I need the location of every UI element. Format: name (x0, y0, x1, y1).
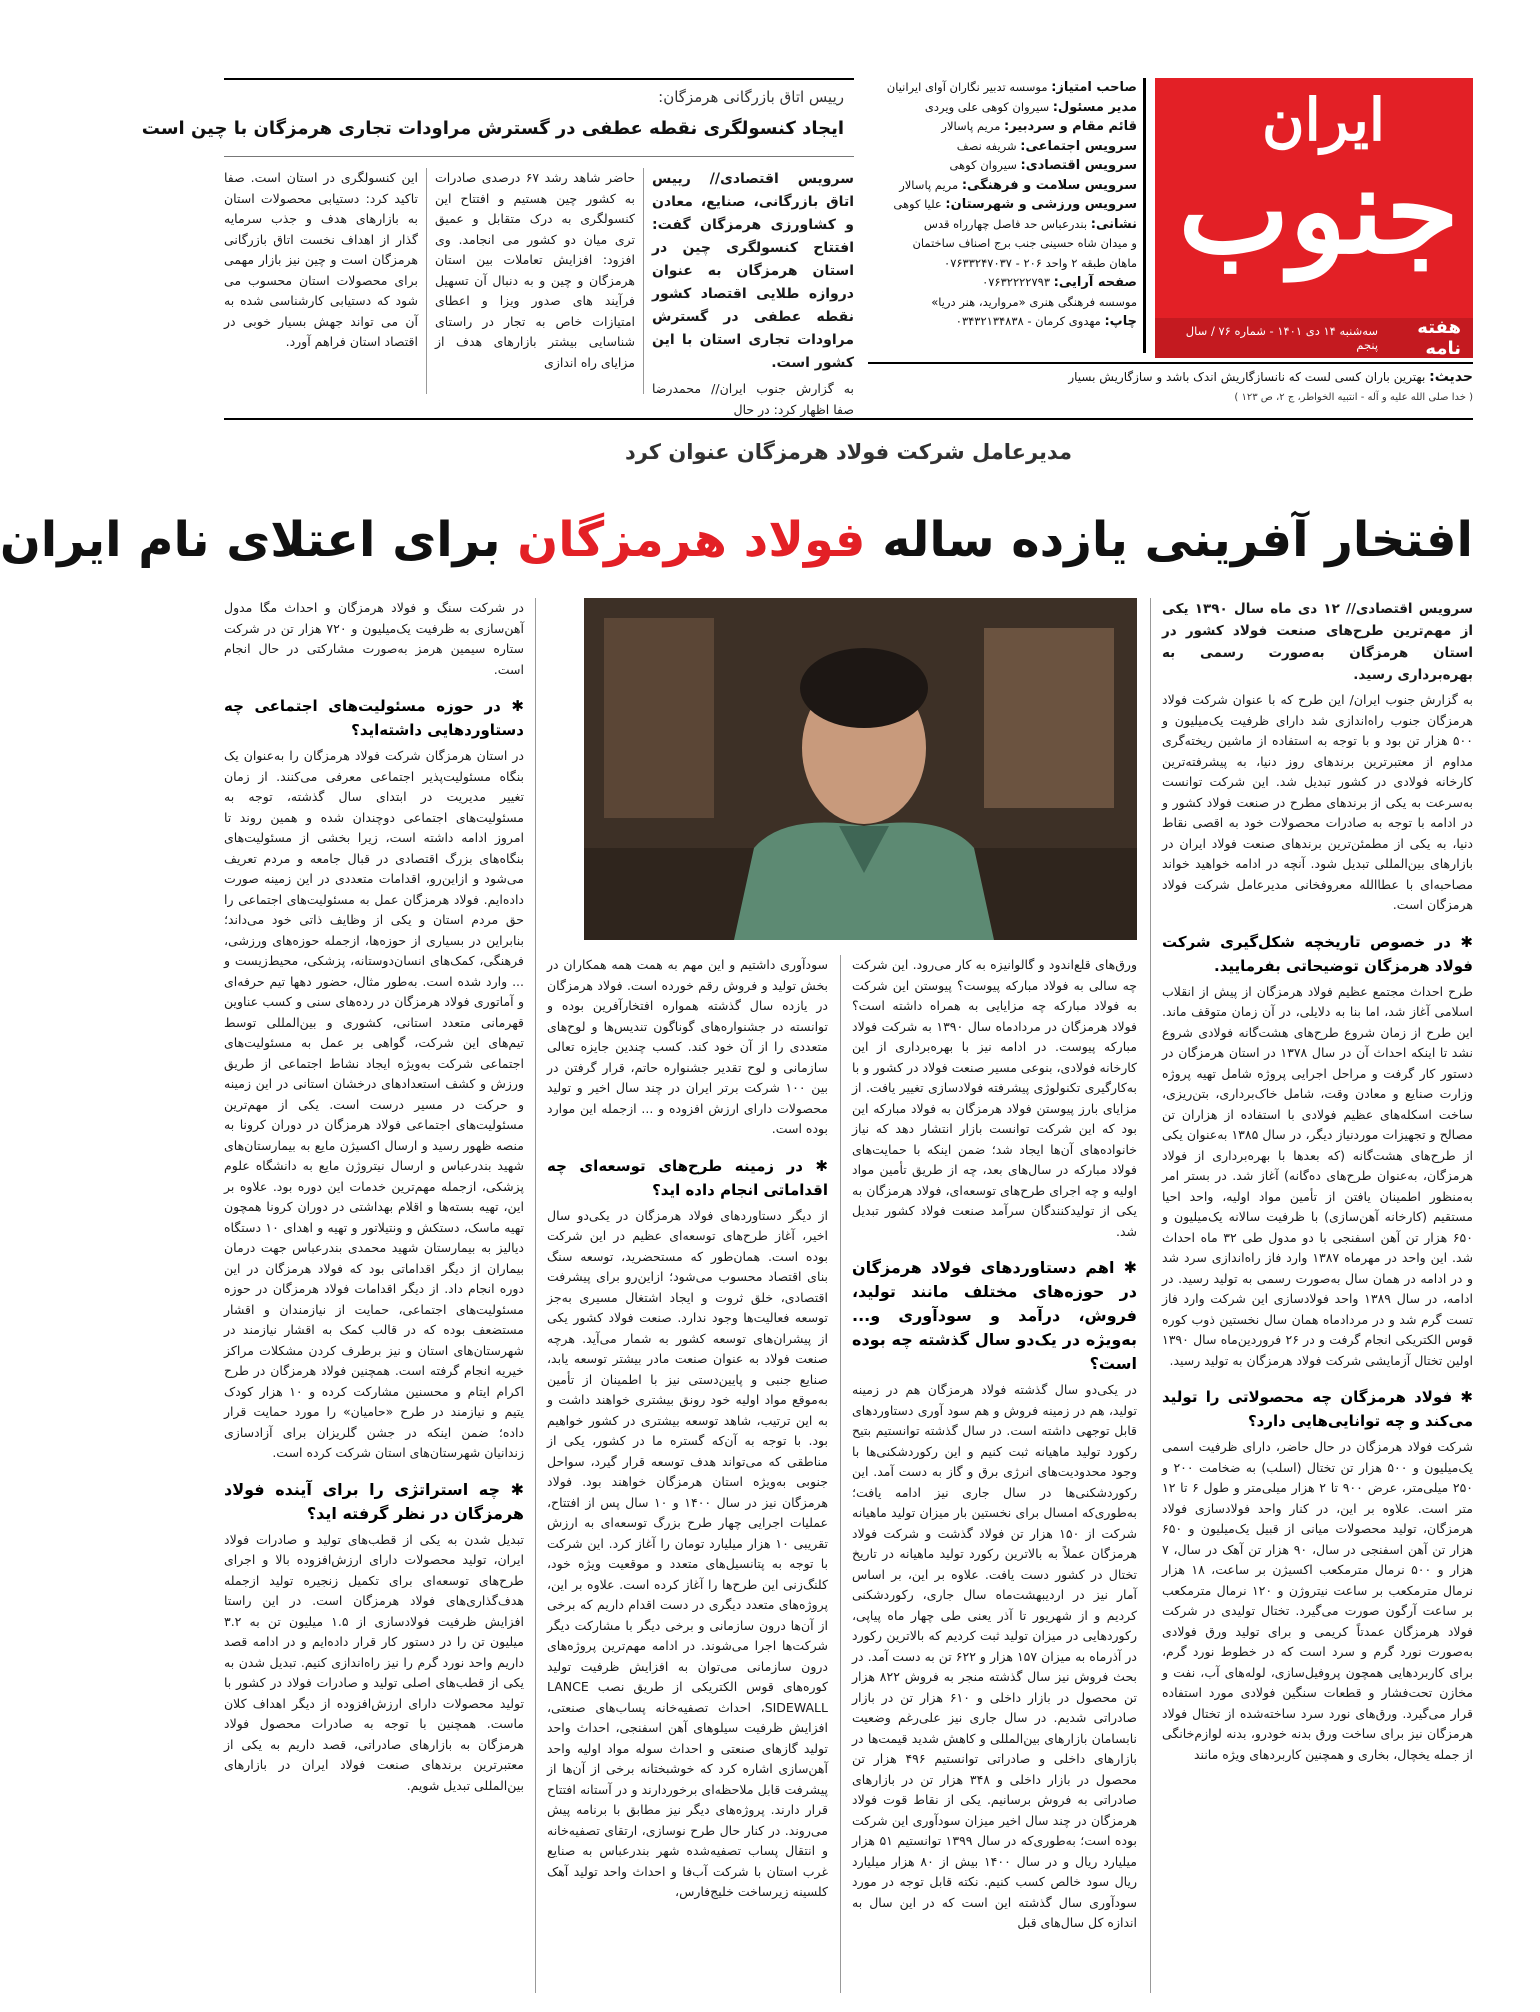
credit-line (868, 195, 1137, 215)
credit-label: سرویس اقتصادی: (1020, 158, 1137, 173)
credit-value: سیروان کوهی علی ویردی (924, 99, 1050, 114)
main-col2 (852, 955, 1137, 1993)
main-col4-q2: ✱ چه استراتژی را برای آینده فولاد هرمزگان در نظر گرفته اید؟ (224, 1479, 525, 1523)
credit-line (868, 78, 1137, 98)
main-col4 (224, 598, 524, 1993)
credit-value: مریم پاسالار (941, 119, 1001, 133)
main-headline-part1: افتخار آفرینی یازده ساله (882, 512, 1473, 568)
hadith-label: حدیث: (1429, 369, 1473, 385)
top-story-lead-tail: به گزارش جنوب ایران// محمدرضا صفا اظهار کرد: در حال (652, 381, 854, 417)
top-story-col3 (224, 168, 418, 394)
main-headline-red: فولاد هرمزگان (517, 512, 866, 568)
credit-line (868, 293, 1137, 313)
main-col4-p0: در شرکت سنگ و فولاد هرمزگان و احداث مگا مدول آهن‌سازی به ظرفیت یک‌میلیون و ۷۲۰ هزار تن در شرکت ستاره سیمین هرمز به‌صورت مشارکتی در حال انجام است. (224, 600, 524, 677)
credit-label: صاحب امتیاز: (1051, 80, 1137, 95)
main-col3-p2: از دیگر دستاوردهای فولاد هرمزگان در یکی‌دو سال اخیر، آغاز طرح‌های توسعه‌ای عظیم در این شرکت بوده است. همان‌طور که مستحضرید، توسعه سنگ بنای اقتصاد محسوب می‌شود؛ ازاین‌رو برای پیشرفت اقتصادی، خلق ثروت و ایجاد اشتغال مسیری به‌جز توسعه فعالیت‌ها وجود ندارد. صنعت فولاد کشور یکی از پیشران‌های توسعه کشور به شمار می‌آید. هرچه صنعت فولاد به عنوان صنعت مادر بیشتر توسعه یابد، صنایع جنبی و پایین‌دستی نیز با اطمینان از تأمین به‌موقع مواد اولیه خود رونق بیشتری خواهند داشت و به این ترتیب، شاهد توسعه بیشتری در کشور خواهیم بود. با توجه به آن‌که گستره ما در کشور، یکی از مناطقی که می‌تواند هدف توسعه قرار گیرد، سواحل جنوبی به‌ویژه استان هرمزگان خواهند بود. فولاد هرمزگان نیز در سال ۱۴۰۰ و ۱۰ سال پس از افتتاح، عملیات اجرایی چهار طرح بزرگ توسعه‌ای به ارزش تقریبی ۱۰ هزار میلیارد تومان را آغاز کرد. این شرکت با توجه به پتانسیل‌های متعدد و موقعیت ویژه خود، کلنگ‌زنی این طرح‌ها را آغاز کرده است. علاوه بر این، پروژه‌های متعدد دیگری در دست اقدام داریم که برخی از آن‌ها درون سازمانی و برخی دیگر با مشارکت دیگر شرکت‌ها اجرا می‌شوند. در ادامه مهم‌ترین پروژه‌های درون سازمانی می‌توان به افزایش ظرفیت تولید کوره‌های قوس الکتریکی از طریق نصب LANCE SIDEWALL، احداث تصفیه‌خانه پساب‌های صنعتی، افزایش ظرفیت سیلوهای آهن اسفنجی، احداث واحد تولید گازهای صنعتی و احداث سوله مواد اولیه واحد آهن‌سازی اشاره کرد که خوشبختانه برخی از آن‌ها از پیشرفت قابل ملاحظه‌ای برخوردارند و در آستانه افتتاح قرار دارند. پروژه‌های دیگر نیز مطابق با برنامه پیش می‌روند. در کنار حال طرح نوسازی، ارتقای تصفیه‌خانه و انتقال پساب تصفیه‌شده شهر بندرعباس به صنایع غرب استان با شرکت آب‌فا و احداث واحد تولید آهک کلسینه زیرساخت خلیج‌فارس، (547, 1207, 829, 1899)
top-story-headline: ایجاد کنسولگری نقطه عطفی در گسترش مراودات تجاری هرمزگان با چین است (141, 118, 844, 139)
credit-line (868, 312, 1137, 332)
main-top-rule (224, 418, 1473, 420)
credit-line (868, 273, 1137, 293)
main-col2-q1: ✱ اهم دستاوردهای فولاد هرمزگان در حوزه‌های مختلف مانند تولید، فروش، درآمد و سودآوری و... به‌ویژه در یک‌دو سال گذشته چه بوده است؟ (852, 1258, 1137, 1373)
masthead-name-line2: جنوب (1178, 141, 1459, 280)
credit-label: مدیر مسئول: (1052, 99, 1137, 115)
ceo-photo-image (584, 598, 1137, 940)
main-col1-lead: سرویس اقتصادی// ۱۲ دی ماه سال ۱۳۹۰ یکی از مهم‌ترین طرح‌های صنعت فولاد کشور در استان هرمزگان به‌صورت رسمی به بهره‌برداری رسید. (1162, 601, 1473, 683)
credit-line (868, 98, 1137, 118)
top-headline-rule (224, 156, 854, 157)
top-story-col3-text: این کنسولگری در استان است. صفا تاکید کرد: دستیابی محصولات استان به بازارهای هدف و جذب سرمایه گذار از اهداف نخست اتاق بازرگانی هرمزگان است و چین نیز بازار مهمی برای محصولات استان محسوب می شود که دستیابی کارشناسی شده به آن می تواند جهش بسیار خوبی در اقتصاد استان فراهم آورد. (224, 170, 418, 349)
top-story-col1 (652, 168, 854, 417)
credit-value: علیا کوهی (893, 197, 942, 211)
hadith-source: ( خدا صلی الله علیه و آله - انتبیه الخواطر، ج ۲، ص ۱۲۳ ) (1234, 391, 1473, 403)
top-story-lead: سرویس اقتصادی// رییس اتاق بازرگانی، صنایع، معادن و کشاورزی هرمزگان گفت: افتتاح کنسولگری چین در استان هرمزگان به عنوان دروازه طلایی اقتصاد کشور نقطه عطفی در گسترش مراودات تجاری استان با این کشور است. (652, 171, 854, 371)
issue-info: سه‌شنبه ۱۴ دی ۱۴۰۱ - شماره ۷۶ / سال پنجم (1185, 324, 1379, 352)
top-story-kicker: رییس اتاق بازرگانی هرمزگان: (658, 88, 844, 106)
main-col4-p1: در استان هرمزگان شرکت فولاد هرمزگان را به‌عنوان یک بنگاه مسئولیت‌پذیر اجتماعی معرفی می‌کنند. از زمان تغییر مدیریت در ابتدای سال گذشته، توجه به مسئولیت‌های اجتماعی دوچندان شده و همین روند تا امروز ادامه داشته است، زیرا بخشی از مسئولیت‌های بنگاه‌های بزرگ اقتصادی در قبال جامعه و مردم تعریف می‌شود و ازاین‌رو، اقدامات متعددی در این زمینه صورت داده‌ایم. فولاد هرمزگان عمل به مسئولیت‌های اجتماعی را حق مردم استان و یکی از وظایف ذاتی خود می‌داند؛ بنابراین در بسیاری از حوزه‌ها، ازجمله حوزه‌های ورزشی، فرهنگی، کمک‌های انسان‌دوستانه، پزشکی، محیط‌زیست و ... وارد شده است. به‌طور مثال، حضور دهها تیم حرفه‌ای و آماتوری فولاد هرمزگان در رده‌های سنی و کسب عناوین قهرمانی متعدد استانی، کشوری و بین‌المللی توسط تیم‌های این شرکت، گواهی بر عمل به مسئولیت‌های اجتماعی شرکت به‌ویژه ایجاد نشاط اجتماعی از طریق ورزش و کشف استعدادهای درخشان استانی در این زمینه و حرکت در مسیر درست است. یکی از مهم‌ترین مسئولیت‌های اجتماعی فولاد هرمزگان در دوران کرونا به منصه ظهور رسید و ارسال اکسیژن مایع به بیمارستان‌های شهید بندرعباس و ارسال نیتروژن مایع به دانشگاه علوم پزشکی، ازجمله مهم‌ترین خدمات این دوره بود. علاوه بر این، تهیه بسته‌ها و اقلام بهداشتی در دوران کرونا همچون تهیه ماسک، دستکش و ونتیلاتور و تهیه و اهدای ۱۰ دستگاه دیالیز به بیمارستان شهید محمدی بندرعباس جهت درمان بیماران از دیگر اقداماتی بود که فولاد هرمزگان در این دوره انجام داد. از دیگر اقدامات فولاد هرمزگان در حوزه مسئولیت‌های اجتماعی، حمایت از نیازمندان و اقشار مستضعف بوده که در قالب کمک به اقشار نیازمند در شهرستان‌های استان و نیز برطرف کردن مشکلات مراکز خیریه انجام گرفته است. همچنین فولاد هرمزگان در طرح اکرام ایتام و محسنین مشارکت کرده و ۱۰ هزار کودک یتیم و نیازمند در طرح «حامیان» را مورد حمایت قرار داده؛ ضمن اینکه در جشن گلریزان برای آزادسازی زندانیان شهرستان‌های استان شرکت کرده است. (224, 748, 525, 1460)
credit-label: سرویس ورزشی و شهرستان: (945, 197, 1137, 212)
credit-line (868, 176, 1137, 196)
main-col4-p2: تبدیل شدن به یکی از قطب‌های تولید و صادرات فولاد ایران، تولید محصولات دارای ارزش‌افزوده بالا و اجرای طرح‌های توسعه‌ای برای تکمیل زنجیره تولید ازجمله هدف‌گذاری‌های فولاد هرمزگان است. در این راستا افزایش ظرفیت فولادسازی از ۱.۵ میلیون تن به ۳.۲ میلیون تن را در دستور کار قرار داده‌ایم و در ادامه قصد داریم واحد نورد گرم را نیز راه‌اندازی کنیم. تبدیل شدن به یکی از قطب‌های اصلی تولید و صادرات فولاد در کشور با تولید محصولات دارای ارزش‌افزوده از دیگر اهداف کلان ماست. همچنین با توجه به صادرات محصول فولاد هرمزگان به بازارهای صادراتی، قصد داریم به یکی از معتبرترین برندهای صنعت فولاد ایران در بازارهای بین‌المللی تبدیل شویم. (224, 1531, 524, 1793)
main-col1-q1: ✱ در خصوص تاریخچه شکل‌گیری شرکت فولاد هرمزگان توضیحاتی بفرمایید. (1162, 932, 1473, 975)
hadith-text: بهترین باران کسی لست که نانسازگاریش اندک باشد و سازگاریش بسیار (1068, 370, 1426, 384)
main-col1-p2: طرح احداث مجتمع عظیم فولاد هرمزگان از پیش از انقلاب اسلامی آغاز شد، اما بنا به دلایلی، در آن زمان متوقف ماند. این طرح از زمان شروع طرح‌های هشت‌گانه فولادی شروع نشد تا اینکه احداث آن در سال ۱۳۷۸ در استان هرمزگان در دستور کار گرفت و مراحل اجرایی پروژه شامل تهیه پروژه وزارت صنایع و معادن وقت، شامل خاک‌برداری، بتن‌ریزی، ساخت اسکله‌های عظیم فولادی با استفاده از هزاران تن مصالح و تجهیزات موردنیاز دیگر، در سال ۱۳۸۵ به‌عنوان یکی از طرح‌های هشت‌گانه (که بعدها با بهره‌برداری از فولاد هرمزگان، به‌عنوان طرح‌های ده‌گانه) آغاز شد. در بستر امر به‌منظور اطمینان یافتن از تأمین مواد اولیه، واحد احیا مستقیم (کارخانه آهن‌سازی) با ظرفیت سالانه یک‌میلیون و ۶۵۰ هزار تن آهن اسفنجی با دو مدول طی ۳۲ ماه احداث شد. این واحد در مهرماه ۱۳۸۷ وارد فاز راه‌اندازی سرد شد و در ادامه در همان سال به‌صورت رسمی به تولید رسید. در ادامه، در سال ۱۳۸۹ واحد فولادسازی این شرکت وارد فاز تست گرم شد و در مردادماه همان سال نخستین ذوب کوره قوس الکتریکی انجام گرفت و در ۲۶ فروردین‌ماه سال ۱۳۹۰ اولین تختال آزمایشی شرکت فولاد هرمزگان به تولید رسید. (1162, 983, 1474, 1368)
weekly-label: هفته نامه (1417, 317, 1461, 359)
main-col2-p1: ورق‌های قلع‌اندود و گالوانیزه به کار می‌رود. این شرکت چه سالی به فولاد مبارکه پیوست؟ پیوستن این شرکت به فولاد مبارکه چه مزایایی به همراه داشته است؟ فولاد هرمزگان در مردادماه سال ۱۳۹۰ به شرکت فولاد مبارکه پیوست. در ادامه نیز با بهره‌برداری از این کارخانه فولادی، بنوعی مسیر صنعت فولاد در کشور و با به‌کارگیری تکنولوژی پیشرفته فولادسازی تغییر یافت. از مزایای بارز پیوستن فولاد هرمزگان به فولاد مبارکه این بود که این شرکت توانست بازار انتشار دهد که نیاز خانواده‌های آن‌ها ایجاد شد؛ ضمن اینکه با حمایت‌های فولاد مبارکه در سال‌های بعد، چه از طریق تأمین مواد اولیه و چه اجرای طرح‌های توسعه‌ای، فولاد هرمزگان به یکی از تولیدکنندگان سرآمد صنعت فولاد کشور تبدیل شد. (852, 957, 1138, 1239)
credit-line (868, 215, 1137, 235)
credits-list (868, 78, 1137, 332)
top-story-col2 (435, 168, 635, 394)
credit-label: سرویس اجتماعی: (1020, 138, 1137, 154)
main-col4-q1: ✱ در حوزه مسئولیت‌های اجتماعی چه دستاوردهایی داشته‌اید؟ (224, 697, 525, 739)
credit-line (868, 117, 1137, 137)
main-headline-part2: برای اعتلای نام ایران (0, 512, 501, 568)
credit-value: ۰۷۶۳۲۲۲۲۷۹۳ (982, 275, 1051, 289)
masthead-name-line1: ایران (1262, 86, 1385, 154)
credit-value: و میدان شاه حسینی جنب برج اصناف ساختمان (912, 236, 1137, 250)
ceo-photo (584, 598, 1137, 940)
main-headline (0, 508, 1473, 572)
credit-line (868, 254, 1137, 274)
credit-label: نشانی: (1090, 216, 1137, 232)
main-col2-p2: در یکی‌دو سال گذشته فولاد هرمزگان هم در زمینه تولید، هم در زمینه فروش و هم سود آوری دستاوردهای قابل توجهی داشته است. در سال گذشته توانستیم بتیح رکورد تولید ماهیانه ثبت کنیم و این رکوردشکنی‌ها با وجود محدودیت‌های انرژی برق و گاز به دست آمد. این رکوردشکنی‌ها در سال جاری نیز ادامه یافت؛ به‌طوری‌که امسال برای نخستین بار میزان تولید ماهیانه شرکت از ۱۵۰ هزار تن فولاد گذشت و شرکت فولاد هرمزگان عملاً به بالاترین رکورد تولید ماهیانه در تاریخ تختال در کشور دست یافت. علاوه بر این، بر اساس آمار نیز در اردیبهشت‌ماه سال جاری، رکوردشکنی کردیم و از شهریور تا آذر یعنی طی چهار ماه پیاپی، رکوردهایی در میزان تولید ثبت کردیم که بالاترین رکورد در آذرماه به میزان ۱۵۷ هزار و ۶۲۲ تن به دست آمد. در بحث فروش نیز سال گذشته منجر به فروش ۸۲۲ هزار تن محصول در بازار داخلی و ۶۱۰ هزار تن در بازار صادراتی شدیم. در سال جاری نیز علی‌رغم وضعیت نابسامان بازارهای بین‌المللی و کاهش شدید قیمت‌ها در بازارهای داخلی و صادراتی توانستیم ۴۹۶ هزار تن محصول در بازار داخلی و ۳۴۸ هزار تن در بازارهای صادراتی به فروش برسانیم. یکی از نقاط قوت فولاد هرمزگان در چند سال اخیر میزان سودآوری این شرکت بوده است؛ به‌طوری‌که در سال ۱۳۹۹ توانستیم ۵۱ هزار میلیارد ریال و در سال ۱۴۰۰ بیش از ۸۰ هزار میلیارد ریال سود خالص کسب کنیم. نکته قابل توجه در مورد سودآوری سال گذشته این است که در این سال به اندازه کل سال‌های قبل (852, 1382, 1137, 1930)
credit-value: شریفه نصف (956, 138, 1017, 153)
main-col3-q1: ✱ در زمینه طرح‌های توسعه‌ای چه اقداماتی انجام داده اید؟ (547, 1156, 828, 1199)
hadith-box (868, 362, 1473, 410)
masthead-logo (1155, 78, 1473, 358)
credit-value: مریم پاسالار (899, 177, 959, 192)
credit-label: صفحه آرایی: (1053, 275, 1137, 290)
masthead-info-bar (1155, 318, 1473, 358)
credit-line (868, 137, 1137, 157)
credit-value: ماهان طبقه ۲ واحد ۲۰۶ - ۰۷۶۳۳۲۴۷۰۳۷ (944, 255, 1137, 270)
main-col1 (1162, 598, 1473, 1993)
main-kicker: مدیرعامل شرکت فولاد هرمزگان عنوان کرد (624, 440, 1073, 464)
main-col1-p1: به گزارش جنوب ایران/ این طرح که با عنوان شرکت فولاد هرمزگان جنوب راه‌اندازی شد دارای ظرفیت یک‌میلیون و ۵۰۰ هزار تن بود و با توجه به استفاده از ماشین ریخته‌گری مداوم از معتبرترین برندهای روز دنیا، به پیشرفته‌ترین کارخانه فولادی در کشور تبدیل شد. این شرکت توانست به‌سرعت به یکی از برندهای مطرح در صنعت فولاد کشور و در ادامه با توجه به صادرات محصولات خود به اقصی نقاط دنیا، به یکی از مطمئن‌ترین برندهای صنعت فولاد ایران در بازارهای بین‌المللی تبدیل شود. آنچه در ادامه خواهید خواند مصاحبه‌ای با عطاالله معروفخانی مدیرعامل شرکت فولاد هرمزگان است. (1162, 692, 1473, 912)
top-story-col2-text: حاضر شاهد رشد ۶۷ درصدی صادرات به کشور چین هستیم و افتتاح این کنسولگری به درک متقابل و عمیق تری میان دو کشور می انجامد. وی افزود: افزایش تعاملات بین استان هرمزگان و چین و به دنبال آن تسهیل فرآیند های صدور ویزا و اعطای امتیازات خاص به تجار در راستای شناسایی بیشتر بازارهای هدف از مزایای راه اندازی (435, 170, 635, 370)
main-col3-p1: سودآوری داشتیم و این مهم به همت همه همکاران در بخش تولید و فروش رقم خورده است. فولاد هرمزگان در یازده سال گذشته همواره افتخارآفرین بوده و توانسته در جشنواره‌های گوناگون تندیس‌ها و لوح‌های متعددی را از آن خود کند. کسب چندین جایزه تعالی سازمانی و لوح تقدیر جشنواره حاتم، قرار گرفتن در بین ۱۰۰ شرکت برتر ایران در چند سال اخیر و تولید محصولات دارای ارزش افزوده و ... ازجمله این موارد بوده است. (547, 957, 828, 1136)
credit-value: موسسه تدبیر نگاران آوای ایرانیان (886, 80, 1048, 94)
credit-line (868, 234, 1137, 254)
main-col1-q2: ✱ فولاد هرمزگان چه محصولاتی را تولید می‌کند و چه توانایی‌هایی دارد؟ (1162, 1388, 1473, 1430)
credits-box (868, 78, 1146, 353)
main-col1-p3: شرکت فولاد هرمزگان در حال حاضر، دارای ظرفیت اسمی یک‌میلیون و ۵۰۰ هزار تن تختال (اسلب) به ضخامت ۲۰۰ و ۲۵۰ میلی‌متر، عرض ۹۰۰ تا ۲ هزار میلی‌متر و طول ۶ تا ۱۲ متر است. علاوه بر این، در کنار واحد فولادسازی فولاد هرمزگان، تولید محصولات میانی از قبیل یک‌میلیون و ۶۵۰ هزار تن آهن اسفنجی در سال، ۹۰ هزار تن آهک در سال، ۷ هزار و ۵۰۰ نرمال مترمکعب اکسیژن بر ساعت، ۱۸ هزار نرمال مترمکعب بر ساعت نیتروژن و ۱۲۰ نرمال مترمکعب بر ساعت آرگون صورت می‌گیرد. تختال تولیدی در شرکت فولاد هرمزگان عمدتاً کریمی و برای تولید ورق فولادی به‌صورت نورد گرم و سرد است که در خطوط نورد گرم، برای کاربردهایی همچون پروفیل‌سازی، لوله‌های آب، نفت و مخازن تحت‌فشار و قطعات سنگین فولادی مورد استفاده قرار می‌گیرد. ورق‌های نورد سرد ساخته‌شده از تختال فولاد هرمزگان نیز برای ساخت ورق بدنه خودرو، بدنه لوازم‌خانگی از جمله یخچال، بخاری و همچنین کاربردهای ویژه مانند (1162, 1439, 1474, 1762)
main-col3 (547, 955, 828, 1993)
credit-value: بندرعباس حد فاصل چهارراه قدس (923, 216, 1088, 231)
credit-line (868, 156, 1137, 176)
credit-label: قائم مقام و سردبیر: (1004, 119, 1137, 134)
credit-value: مهدوی کرمان - ۰۳۴۳۲۱۳۴۸۳۸ (955, 314, 1101, 328)
credit-label: سرویس سلامت و فرهنگی: (961, 177, 1137, 193)
top-rule (224, 78, 854, 80)
credit-value: سیروان کوهی (949, 158, 1017, 172)
credit-label: چاپ: (1104, 314, 1137, 329)
credit-value: موسسه فرهنگی هنری «مروارید، هنر دریا» (931, 294, 1137, 309)
